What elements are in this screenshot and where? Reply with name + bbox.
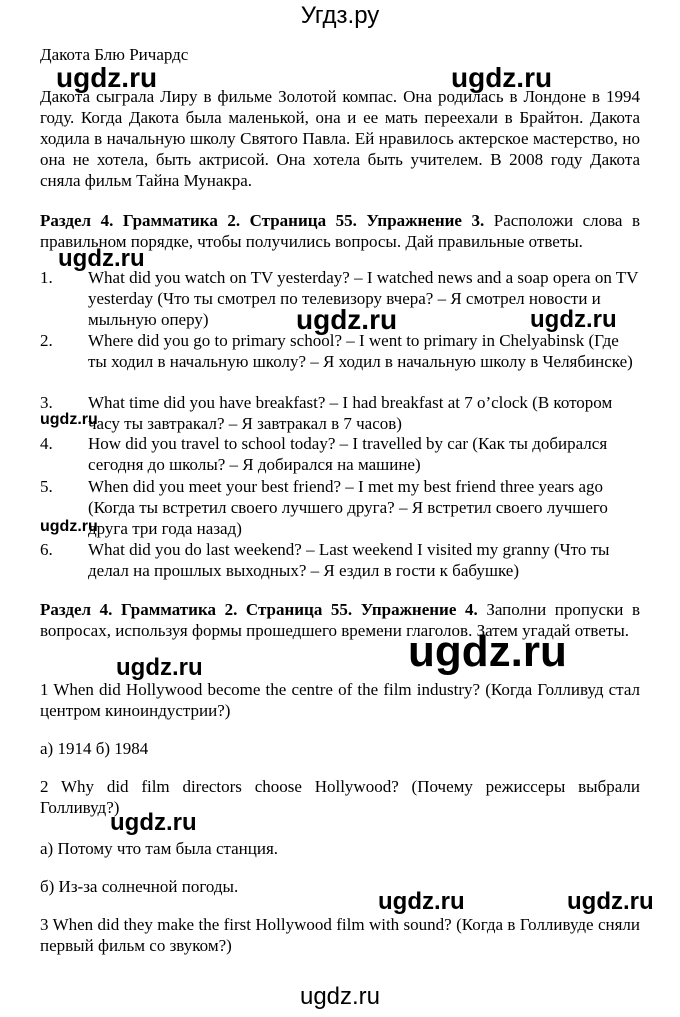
watermark: ugdz.ru — [110, 809, 197, 836]
list-item — [40, 539, 640, 581]
site-footer-watermark: ugdz.ru — [299, 983, 381, 1010]
exercise-4-instruction: Заполни пропуски в вопросах, используя формы прошедшего времени глаголов. Затем угадай ответы. — [40, 600, 641, 640]
list-item — [40, 433, 640, 475]
item-text: When did you meet your best friend? – I met my best friend three years ago (Когда ты встретил своего лучшего друга? – Я встретил своего лучшего друга три года назад) — [88, 477, 608, 538]
exercise-4-header — [40, 599, 640, 641]
question-1: 1 When did Hollywood become the centre of the film industry? (Когда Голливуд стал центром киноиндустрии?) — [40, 680, 640, 720]
watermark: ugdz.ru — [567, 888, 654, 915]
item-number: 2. — [40, 331, 53, 350]
list-item — [40, 476, 640, 539]
question-2-option-a: а) Потому что там была станция. — [40, 839, 279, 858]
watermark: ugdz.ru — [296, 304, 398, 335]
item-number: 5. — [40, 477, 53, 496]
watermark: ugdz.ru — [116, 654, 203, 681]
item-number: 3. — [40, 393, 53, 412]
item-text: What did you do last weekend? – Last weekend I visited my granny (Что ты делал на прошлых выходных? – Я ездил в гости к бабушке) — [88, 540, 610, 580]
watermark: ugdz.ru — [451, 62, 553, 93]
watermark: ugdz.ru — [530, 306, 617, 333]
watermark: ugdz.ru — [40, 518, 98, 535]
question-1-options: а) 1914 б) 1984 — [40, 739, 149, 758]
watermark: ugdz.ru — [378, 888, 465, 915]
list-item — [40, 392, 640, 434]
item-number: 6. — [40, 540, 53, 559]
site-title: Угдз.ру — [300, 2, 380, 29]
question-2-option-b: б) Из-за солнечной погоды. — [40, 877, 239, 896]
item-text: Where did you go to primary school? – I went to primary in Chelyabinsk (Где ты ходил в начальную школу? – Я ходил в начальную школу в Челябинске) — [88, 331, 633, 371]
item-number: 4. — [40, 434, 53, 453]
watermark: ugdz.ru — [40, 411, 98, 428]
exercise-3-header — [40, 210, 640, 252]
exercise-4-heading: Раздел 4. Грамматика 2. Страница 55. Упражнение 4. — [40, 600, 478, 619]
item-text: What time did you have breakfast? – I had breakfast at 7 o’clock (В котором часу ты завтракал? – Я завтракал в 7 часов) — [88, 393, 613, 433]
question-2: 2 Why did film directors choose Hollywood? (Почему режиссеры выбрали Голливуд?) — [40, 777, 640, 817]
question-3: 3 When did they make the first Hollywood film with sound? (Когда в Голливуде сняли первый фильм со звуком?) — [40, 915, 640, 955]
item-text: How did you travel to school today? – I travelled by car (Как ты добирался сегодня до школы? – Я добирался на машине) — [88, 434, 608, 474]
author-name: Дакота Блю Ричардс — [40, 45, 189, 64]
list-item — [40, 330, 640, 372]
item-number: 1. — [40, 268, 53, 287]
bio-paragraph: Дакота сыграла Лиру в фильме Золотой компас. Она родилась в Лондоне в 1994 году. Когда Дакота была маленькой, она и ее мать переехали в Брайтон. Дакота ходила в начальную школу Святого Павла. Ей нравилось актерское мастерство, но она не хотела, быть актрисой. Она хотела быть учителем. В 2008 году Дакота сняла фильм Тайна Мунакра. — [40, 87, 640, 190]
item-text: What did you watch on TV yesterday? – I watched news and a soap opera on TV yesterday (Что ты смотрел по телевизору вчера? – Я смотрел новости и мыльную оперу) — [88, 268, 639, 329]
watermark: ugdz.ru — [56, 62, 158, 93]
exercise-3-heading: Раздел 4. Грамматика 2. Страница 55. Упражнение 3. — [40, 211, 485, 230]
exercise-3-instruction: Расположи слова в правильном порядке, чтобы получились вопросы. Дай правильные ответы. — [40, 211, 640, 251]
watermark: ugdz.ru — [58, 245, 145, 272]
watermark: ugdz.ru — [408, 627, 567, 676]
list-item — [40, 267, 640, 333]
